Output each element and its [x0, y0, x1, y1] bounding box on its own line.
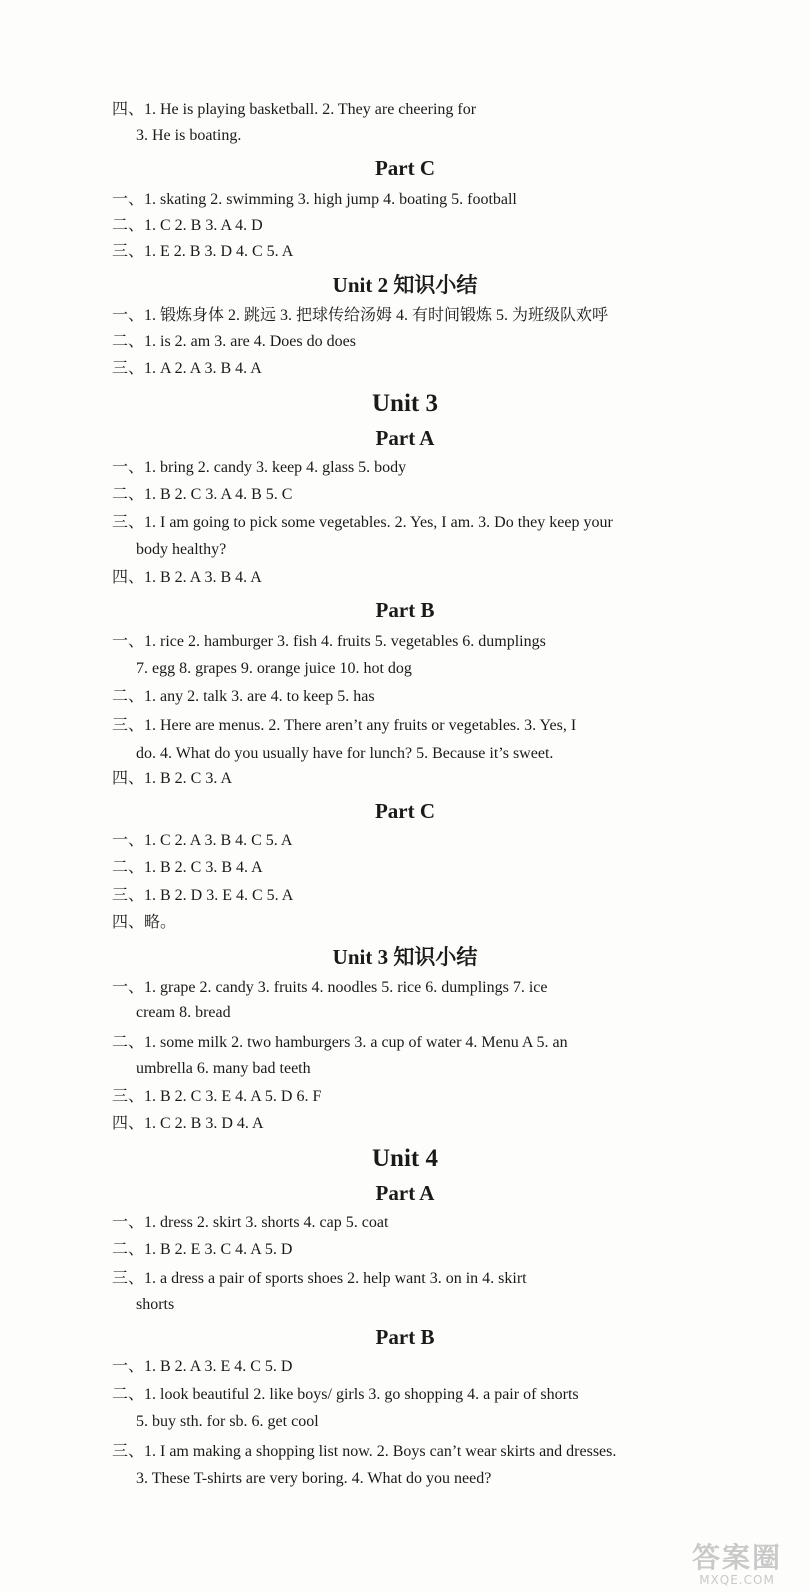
section-heading: Part B — [375, 1325, 435, 1349]
answer-line: 四、1. He is playing basketball. 2. They are cheering for — [112, 101, 477, 118]
answer-line: 二、1. B 2. C 3. B 4. A — [112, 859, 263, 876]
answer-line: 四、1. B 2. A 3. B 4. A — [112, 569, 262, 586]
answer-line: 一、1. C 2. A 3. B 4. C 5. A — [112, 832, 293, 849]
answer-line: 四、1. C 2. B 3. D 4. A — [112, 1115, 264, 1132]
answer-line: 三、1. a dress a pair of sports shoes 2. help want 3. on in 4. skirt — [112, 1270, 527, 1287]
answer-line: 一、1. B 2. A 3. E 4. C 5. D — [112, 1358, 293, 1375]
section-heading: Unit 3 知识小结 — [332, 945, 478, 969]
answer-line: 四、1. B 2. C 3. A — [112, 770, 233, 787]
unit-heading: Unit 4 — [372, 1145, 438, 1172]
answer-line: 一、1. grape 2. candy 3. fruits 4. noodles 5. rice 6. dumplings 7. ice — [112, 979, 548, 996]
watermark-main: 答案圈 — [691, 1541, 782, 1574]
answer-line: 三、1. B 2. C 3. E 4. A 5. D 6. F — [112, 1088, 322, 1105]
answer-line: 二、1. look beautiful 2. like boys/ girls 3. go shopping 4. a pair of shorts — [112, 1386, 579, 1403]
answer-line-continued: 3. He is boating. — [136, 127, 242, 144]
answer-line: 三、1. B 2. D 3. E 4. C 5. A — [112, 887, 294, 904]
watermark-logo — [672, 1543, 802, 1589]
answer-line: 二、1. B 2. C 3. A 4. B 5. C — [112, 486, 293, 503]
unit-heading: Unit 3 — [372, 390, 438, 417]
watermark-site: MXQE.COM — [699, 1573, 775, 1587]
answer-line: 一、1. dress 2. skirt 3. shorts 4. cap 5. coat — [112, 1214, 389, 1231]
answer-line: 二、1. B 2. E 3. C 4. A 5. D — [112, 1241, 293, 1258]
answer-line: 三、1. E 2. B 3. D 4. C 5. A — [112, 243, 294, 260]
answer-line-continued: umbrella 6. many bad teeth — [136, 1060, 311, 1077]
answer-line-continued: shorts — [136, 1296, 175, 1313]
answer-line-continued: cream 8. bread — [136, 1004, 231, 1021]
answer-line: 三、1. Here are menus. 2. There aren’t any fruits or vegetables. 3. Yes, I — [112, 717, 577, 734]
answer-line-continued: body healthy? — [136, 541, 227, 558]
answer-line: 二、1. any 2. talk 3. are 4. to keep 5. has — [112, 688, 375, 705]
answer-line: 二、1. C 2. B 3. A 4. D — [112, 217, 263, 234]
answer-line: 一、1. 锻炼身体 2. 跳远 3. 把球传给汤姆 4. 有时间锻炼 5. 为班级队欢呼 — [112, 307, 609, 324]
section-heading: Part C — [374, 799, 436, 823]
answer-line: 二、1. is 2. am 3. are 4. Does do does — [112, 333, 356, 350]
answer-line-continued: do. 4. What do you usually have for lunch? 5. Because it’s sweet. — [136, 745, 554, 762]
answer-line: 三、1. A 2. A 3. B 4. A — [112, 360, 262, 377]
answer-line: 一、1. rice 2. hamburger 3. fish 4. fruits 5. vegetables 6. dumplings — [112, 633, 546, 650]
answer-line: 三、1. I am going to pick some vegetables. 2. Yes, I am. 3. Do they keep your — [112, 514, 613, 531]
section-heading: Part A — [375, 426, 435, 450]
answer-line-continued: 3. These T-shirts are very boring. 4. What do you need? — [136, 1470, 492, 1487]
answer-line-continued: 5. buy sth. for sb. 6. get cool — [136, 1413, 319, 1430]
section-heading: Unit 2 知识小结 — [332, 273, 478, 297]
answer-line: 二、1. some milk 2. two hamburgers 3. a cup of water 4. Menu A 5. an — [112, 1034, 568, 1051]
section-heading: Part A — [375, 1181, 435, 1205]
answer-line: 三、1. I am making a shopping list now. 2. Boys can’t wear skirts and dresses. — [112, 1443, 617, 1460]
answer-line: 一、1. skating 2. swimming 3. high jump 4. boating 5. football — [112, 191, 517, 208]
answer-line: 一、1. bring 2. candy 3. keep 4. glass 5. body — [112, 459, 407, 476]
answer-line-continued: 7. egg 8. grapes 9. orange juice 10. hot dog — [136, 660, 412, 677]
section-heading: Part C — [374, 156, 436, 180]
answer-line: 四、略。 — [112, 914, 177, 931]
section-heading: Part B — [375, 598, 435, 622]
